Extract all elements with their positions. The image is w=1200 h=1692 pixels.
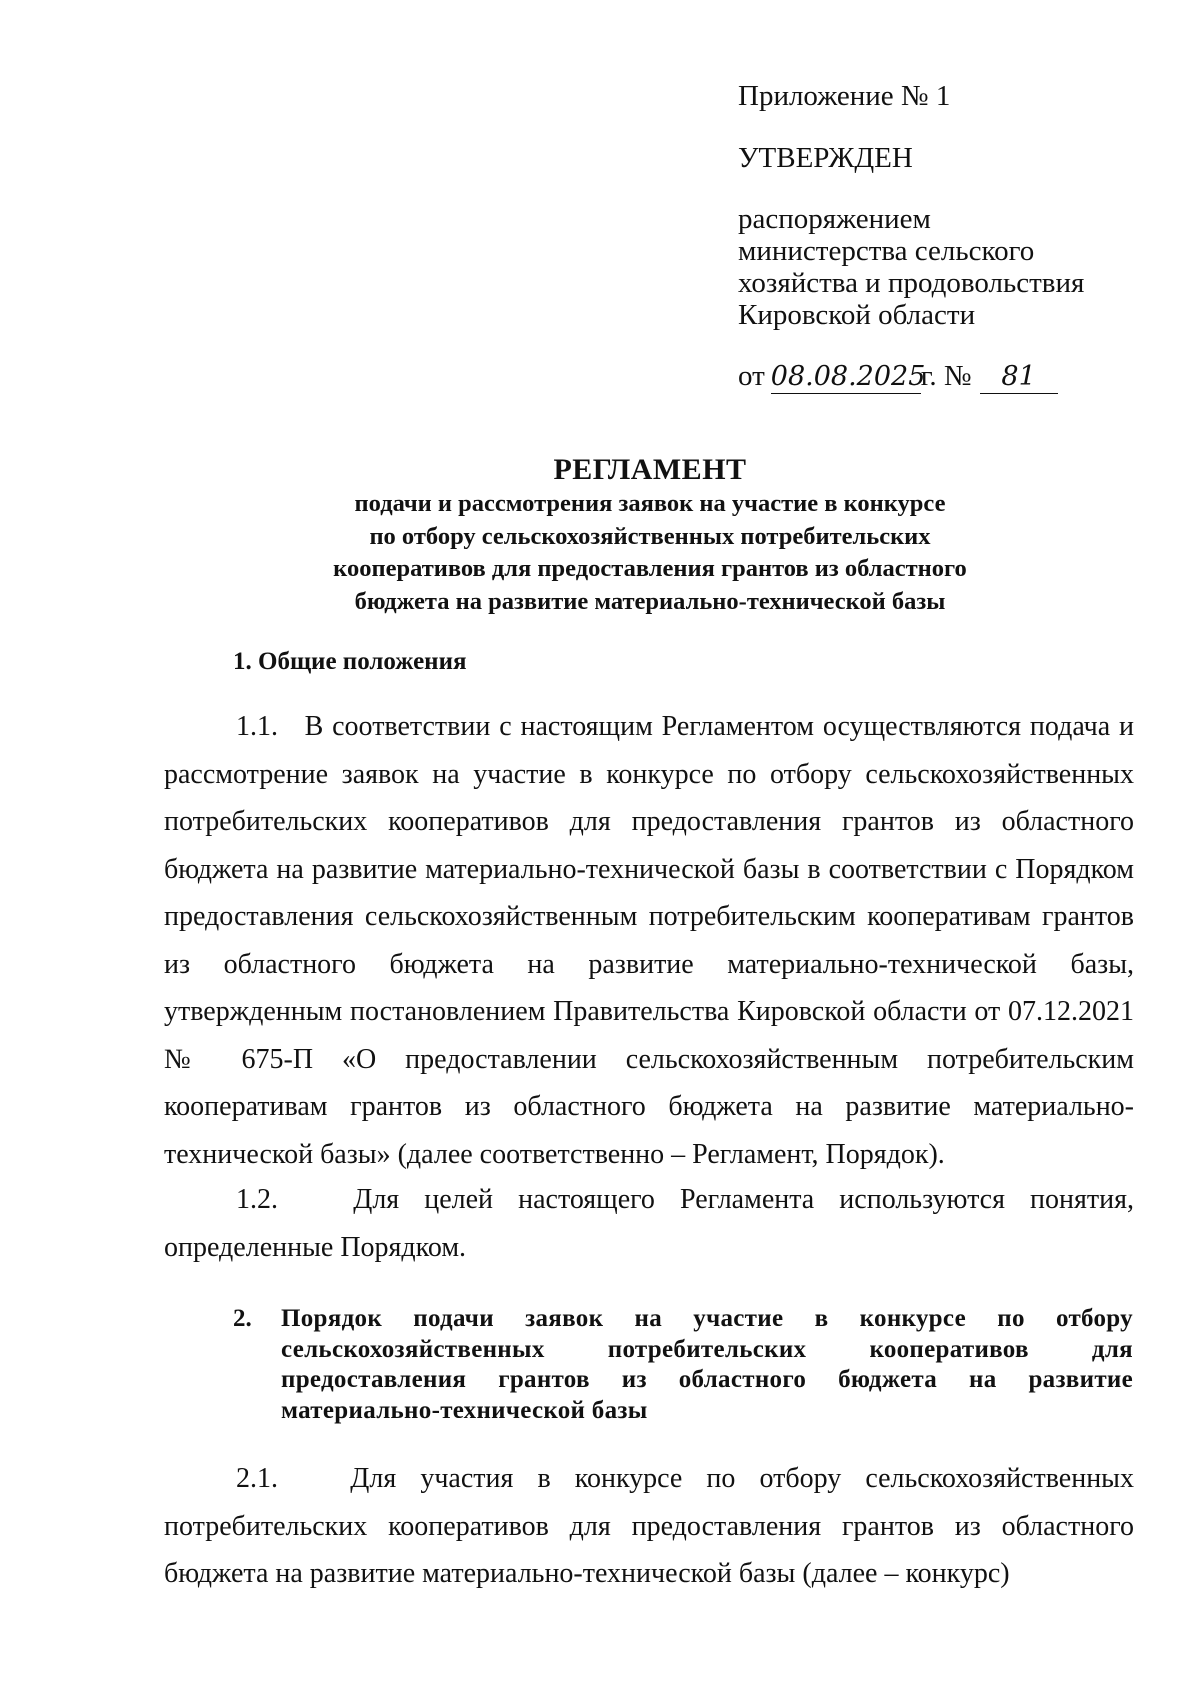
paragraph-1-2-number: 1.2. bbox=[236, 1184, 278, 1215]
approved-label: УТВЕРЖДЕН bbox=[738, 142, 913, 174]
paragraph-2-1 bbox=[164, 1455, 1134, 1598]
approved-by-line-2: министерства сельского bbox=[738, 235, 1035, 267]
paragraph-2-1-number: 2.1. bbox=[236, 1463, 278, 1494]
date-number-line bbox=[738, 360, 1084, 394]
paragraph-1-2 bbox=[164, 1176, 1134, 1271]
paragraph-1-1 bbox=[164, 703, 1134, 1178]
title-line-2: по отбору сельскохозяйственных потребительских bbox=[369, 522, 931, 550]
section-1-heading: 1. Общие положения bbox=[233, 648, 467, 675]
year-number-label: г. № bbox=[920, 360, 972, 392]
title-main: РЕГЛАМЕНТ bbox=[553, 453, 747, 486]
document-title bbox=[150, 452, 1150, 618]
paragraph-1-1-text: В соответствии с настоящим Регламентом осуществляются подача и рассмотрение заявок на участие в конкурсе по отбору сельскохозяйственных потребительских кооперативов для предоставления грантов из областного бюджета на развитие материально-технической базы в соответствии с Порядком предоставления сельскохозяйственным потребительским кооперативам грантов из областного бюджета на развитие материально-технической базы, утвержденным постановлением Правительства Кировской области от 07.12.2021 № 675-П «О предоставлении сельскохозяйственным потребительским кооперативам грантов из областного бюджета на развитие материально-технической базы» (далее соответственно – Регламент, Порядок). bbox=[164, 711, 1135, 1170]
paragraph-1-2-text: Для целей настоящего Регламента используются понятия, определенные Порядком. bbox=[164, 1184, 1134, 1263]
section-2-number: 2. bbox=[233, 1305, 252, 1332]
title-line-1: подачи и рассмотрения заявок на участие в конкурсе bbox=[354, 490, 946, 517]
title-line-3: кооперативов для предоставления грантов из областного bbox=[333, 555, 967, 582]
approved-by-line-1: распоряжением bbox=[738, 203, 931, 235]
section-2-title: Порядок подачи заявок на участие в конкурсе по отбору сельскохозяйственных потребительских кооперативов для предоставления грантов из областного бюджета на развитие материально-технической базы bbox=[281, 1305, 1133, 1424]
title-line-4: бюджета на развитие материально-технической базы bbox=[354, 587, 946, 615]
approval-block bbox=[738, 80, 1084, 394]
date-prefix: от bbox=[738, 360, 765, 392]
paragraph-1-1-number: 1.1. bbox=[236, 711, 278, 742]
appendix-label: Приложение № 1 bbox=[738, 80, 951, 112]
handwritten-date: 08.08.2025 bbox=[770, 361, 926, 392]
paragraph-2-1-text: Для участия в конкурсе по отбору сельскохозяйственных потребительских кооперативов для предоставления грантов из областного бюджета на развитие материально-технической базы (далее – конкурс) bbox=[164, 1463, 1134, 1589]
approved-by-line-3: хозяйства и продовольствия bbox=[738, 267, 1085, 299]
handwritten-number: 81 bbox=[980, 361, 1058, 394]
approved-by-line-4: Кировской области bbox=[738, 299, 976, 331]
section-2-heading bbox=[233, 1304, 1133, 1426]
